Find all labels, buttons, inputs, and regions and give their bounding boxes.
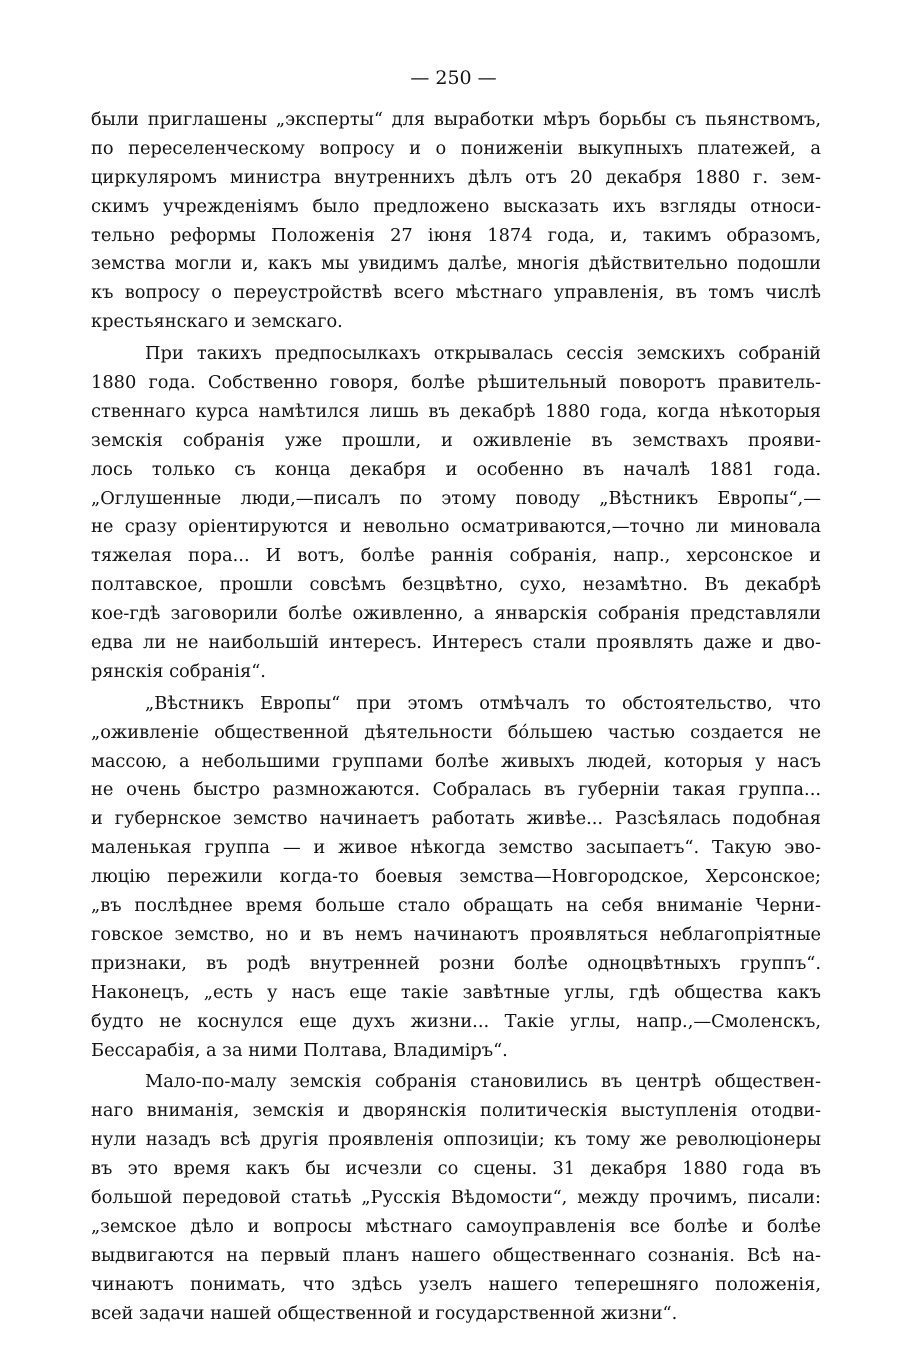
text-line: земскія собранія уже прошли, и оживленіе въ земствахъ прояви- bbox=[91, 429, 821, 451]
text-line: въ это время какъ бы исчезли со сцены. 31 декабря 1880 года въ bbox=[91, 1158, 821, 1180]
paragraph bbox=[91, 340, 821, 687]
text-line: едва ли не наибольшій интересъ. Интересъ стали проявлять даже и дво- bbox=[91, 632, 821, 654]
text-line: крестьянскаго и земскаго. bbox=[91, 311, 343, 333]
paragraph bbox=[91, 690, 821, 1066]
text-line: „земское дѣло и вопросы мѣстнаго самоуправленія все болѣе и болѣе bbox=[91, 1215, 821, 1237]
paragraph bbox=[91, 106, 821, 337]
text-line: нули назадъ всѣ другія проявленія оппозиціи; къ тому же революціонеры bbox=[91, 1129, 821, 1151]
text-line: были приглашены „эксперты“ для выработки мѣръ борьбы съ пьянствомъ, bbox=[91, 109, 821, 130]
text-line: по переселенческому вопросу и о пониженіи выкупныхъ платежей, а bbox=[91, 137, 821, 159]
text-line: выдвигаются на первый планъ нашего общественнаго сознанія. Всѣ на- bbox=[91, 1244, 821, 1266]
text-line: говское земство, но и въ немъ начинаютъ проявляться неблагопріятные bbox=[91, 923, 821, 945]
text-line: тяжелая пора... И вотъ, болѣе раннія собранія, напр., херсонское и bbox=[91, 545, 821, 567]
text-line: кое-гдѣ заговорили болѣе оживленно, а январскія собранія представляли bbox=[91, 603, 821, 625]
text-line: люцію пережили когда-то боевыя земства—Новгородское, Херсонское; bbox=[91, 866, 821, 888]
text-line: Бессарабія, а за ними Полтава, Владиміръ“. bbox=[91, 1039, 508, 1061]
text-line: маленькая группа — и живое нѣкогда земство засыпаетъ“. Такую эво- bbox=[91, 837, 821, 859]
body-text bbox=[91, 106, 821, 1328]
text-line: полтавское, прошли совсѣмъ безцвѣтно, сухо, незамѣтно. Въ декабрѣ bbox=[91, 574, 821, 596]
text-line: признаки, въ родѣ внутренней розни болѣе одноцвѣтныхъ группъ“. bbox=[91, 952, 821, 974]
text-line: циркуляромъ министра внутреннихъ дѣлъ отъ 20 декабря 1880 г. зем- bbox=[91, 166, 821, 188]
text-line: наго вниманія, земскія и дворянскія политическія выступленія отодви- bbox=[91, 1100, 821, 1122]
text-line: будто не коснулся еще духъ жизни... Такіе углы, напр.,—Смоленскъ, bbox=[91, 1010, 821, 1032]
text-line: „Оглушенные люди,—писалъ по этому поводу „Вѣстникъ Европы“,— bbox=[91, 487, 821, 509]
text-line: массою, а небольшими группами болѣе живыхъ людей, которыя у насъ bbox=[91, 750, 821, 772]
text-line: 1880 года. Собственно говоря, болѣе рѣшительный поворотъ правитель- bbox=[91, 372, 821, 394]
text-line: Мало-по-малу земскія собранія становились въ центрѣ обществен- bbox=[145, 1071, 821, 1093]
text-line: лось только съ конца декабря и особенно въ началѣ 1881 года. bbox=[91, 458, 821, 480]
text-line: не сразу оріентируются и невольно осматриваются,—точно ли миновала bbox=[91, 516, 821, 538]
text-line: ственнаго курса намѣтился лишь въ декабрѣ 1880 года, когда нѣкоторыя bbox=[91, 400, 821, 422]
text-line: скимъ учрежденіямъ было предложено высказать ихъ взгляды относи- bbox=[91, 195, 821, 217]
text-line: не очень быстро размножаются. Собралась въ губерніи такая группа... bbox=[91, 779, 821, 801]
page-number: — 250 — bbox=[410, 67, 497, 89]
text-line: къ вопросу о переустройствѣ всего мѣстнаго управленія, въ томъ числѣ bbox=[91, 282, 821, 304]
text-line: тельно реформы Положенія 27 іюня 1874 года, и, такимъ образомъ, bbox=[91, 224, 821, 246]
text-line: Наконецъ, „есть у насъ еще такіе завѣтные углы, гдѣ общества какъ bbox=[91, 981, 821, 1003]
text-line: всей задачи нашей общественной и государственной жизни“. bbox=[91, 1302, 678, 1324]
text-line: „Вѣстникъ Европы“ при этомъ отмѣчалъ то обстоятельство, что bbox=[145, 692, 821, 714]
paragraph bbox=[91, 1068, 821, 1328]
text-line: рянскія собранія“. bbox=[91, 660, 266, 682]
text-line: „въ послѣднее время больше стало обращать на себя вниманіе Черни- bbox=[91, 895, 821, 917]
text-line: При такихъ предпосылкахъ открывалась сессія земскихъ собраній bbox=[145, 343, 821, 365]
text-line: чинаютъ понимать, что здѣсь узелъ нашего теперешняго положенія, bbox=[91, 1273, 821, 1295]
text-line: большой передовой статьѣ „Русскія Вѣдомости“, между прочимъ, писали: bbox=[91, 1186, 821, 1208]
text-line: и губернское земство начинаетъ работать живѣе... Разсѣялась подобная bbox=[91, 808, 821, 830]
text-line: „оживленіе общественной дѣятельности бо́льшею частью создается не bbox=[91, 721, 821, 743]
text-line: земства могли и, какъ мы увидимъ далѣе, многія дѣйствительно подошли bbox=[91, 253, 821, 275]
